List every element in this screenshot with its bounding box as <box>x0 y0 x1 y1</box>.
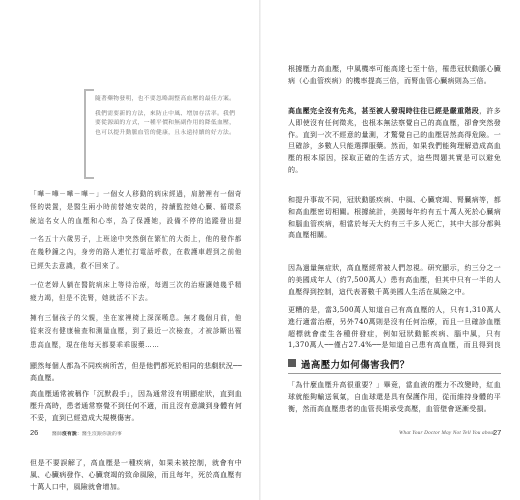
running-head-right: What Your Doctor May Not Tell You about <box>399 430 495 436</box>
narrative-paragraph-2: 一名五十六歲男子，上班途中突然倒在繁忙的大街上，他的發作都在幾秒鐘之內，身旁的路人連忙打電話呼救，在救護車趕到之前他已經失去意識，救不回來了。 <box>30 235 242 270</box>
right-paragraph-2-emphasis: 高血壓完全沒有先兆，甚至被人發現時往往已經是嚴重階段 <box>288 107 480 115</box>
running-head-prefix: 醫師 <box>52 432 62 437</box>
section-heading <box>288 357 498 371</box>
body-paragraph-1: 顯然每個人都為不同疾病所苦，但是他們都死於相同的悲劇狀況──高血壓。 <box>30 362 242 382</box>
running-head-suffix: ：醫生沒跟你說的事 <box>77 432 122 437</box>
body-paragraph-3: 但是不要誤解了，高血壓是一種疾病，如果未被控制，就會有中風、心臟病發作、心臟衰竭的致命風險，而且每年，死於高血壓有十萬人口中，風險就會增加。 <box>30 459 242 491</box>
right-paragraph-2-text: ，許多人即使沒有任何徵兆，也根本無法察覺自己的高血壓，卻會突然發作。直到一次不經意的量測，才驚覺自己的血壓居然高得危險。一旦確診，多數人只能選擇服藥。然而，如果我們能夠理解造成高血壓的根本原因，採取正確的生活方式，這些問題其實是可以避免的。 <box>288 107 501 174</box>
running-head-bold: 沒有說 <box>62 432 77 437</box>
right-paragraph-5: 更糟的是，當3,500萬人知道自己有高血壓的人，只有1,310萬人進行適當治療，另外740萬則是沒有任何治療，而且一旦確診血壓超標就會產生各種併發症，例如冠狀動脈疾病、腦中風，只有1,370萬人──僅占27.4%──是知道自己患有高血壓，而且得到良 <box>288 306 501 350</box>
right-paragraph-2 <box>288 106 501 189</box>
right-page <box>261 0 520 500</box>
pull-quote-box <box>84 89 242 179</box>
pull-quote-paragraph-2: 我們需要新的方法，來防止中風、增加存活率。我們要從源頭的方式，一種平價和無副作用的降低血壓，也可以提升動脈血管的健康，且永遠持續的好方法。 <box>95 110 236 136</box>
section-divider <box>288 373 501 374</box>
pull-quote-paragraph-1: 隨著藥物發明，也不要忽略調整高血壓的最佳方案。 <box>95 96 236 102</box>
right-paragraph-1: 根據壓力高血壓，中風機率可能高達七至十倍，罹患冠狀動脈心臟病（心血管疾病）的機率提高三倍，而腎血管心臟病則為三倍。 <box>288 65 501 85</box>
body-paragraph-2: 高血壓通常被稱作「沉默殺手」，因為通常沒有明顯症狀，直到血壓升高時，患者通常察覺不到任何不適，而且沒有意識到身體有何不妥，直到已經造成大規模傷害。 <box>30 390 242 422</box>
narrative-paragraph-3: 一位老婦人躺在醫院病床上等待治療，每週三次的治療讓她幾乎精疲力竭，但是不洗腎，她就活不下去。 <box>30 281 242 303</box>
right-paragraph-4: 因為過量無症狀，高血壓經常被人們忽視。研究顯示，約三分之一的美國成年人（約7,500萬人）患有高血壓，但其中只有一半的人血壓得到控制，這代表著數千萬美國人生活在風險之中。 <box>288 264 501 296</box>
running-head-left <box>52 430 122 437</box>
narrative-paragraph-1: 「嘩－嘩－嘩－嘩－」一個女人移動的病床經過，肩膀裡有一個奇怪的裝置，是醫生兩小時前替她安裝的，持續監控她心臟、循環系統這名女人的血壓和心率，為了保護她，設備不停的追蹤發出提 <box>30 190 242 225</box>
page-number-left: 26 <box>30 428 39 437</box>
left-page <box>0 0 259 500</box>
section-heading-text: 過高壓力如何傷害我們？ <box>301 360 410 371</box>
section-marker-icon <box>288 359 296 367</box>
right-paragraph-6: 「為什麼血壓升高很重要？」畢竟，當血液的壓力不改變時，紅血球就能夠輸送氧氣，自血球還是具有保護作用，從而維持身體的平衡，然而高血壓患者的血管長期承受高壓，血管壁會逐漸受損。 <box>288 381 501 413</box>
narrative-paragraph-4: 擁有三個孩子的父親，坐在家裡椅上深深嘆息。無才幾個月前，他從來沒有健康檢查和測量血壓，到了最近一次檢查，才被診斷出罹患高血壓，現在他每天都要乖乖服藥…… <box>30 314 242 349</box>
page-number-right: 27 <box>493 428 502 437</box>
right-paragraph-3: 和提升事故不同，冠狀動脈疾病、中風、心臟衰竭、腎臟病等，都和高血壓密切相關。根據統計，美國每年約有五十萬人死於心臟病和腦血管疾病，相當於每天大約有三千多人死亡，其中大部分都與高血壓相關。 <box>288 196 501 240</box>
